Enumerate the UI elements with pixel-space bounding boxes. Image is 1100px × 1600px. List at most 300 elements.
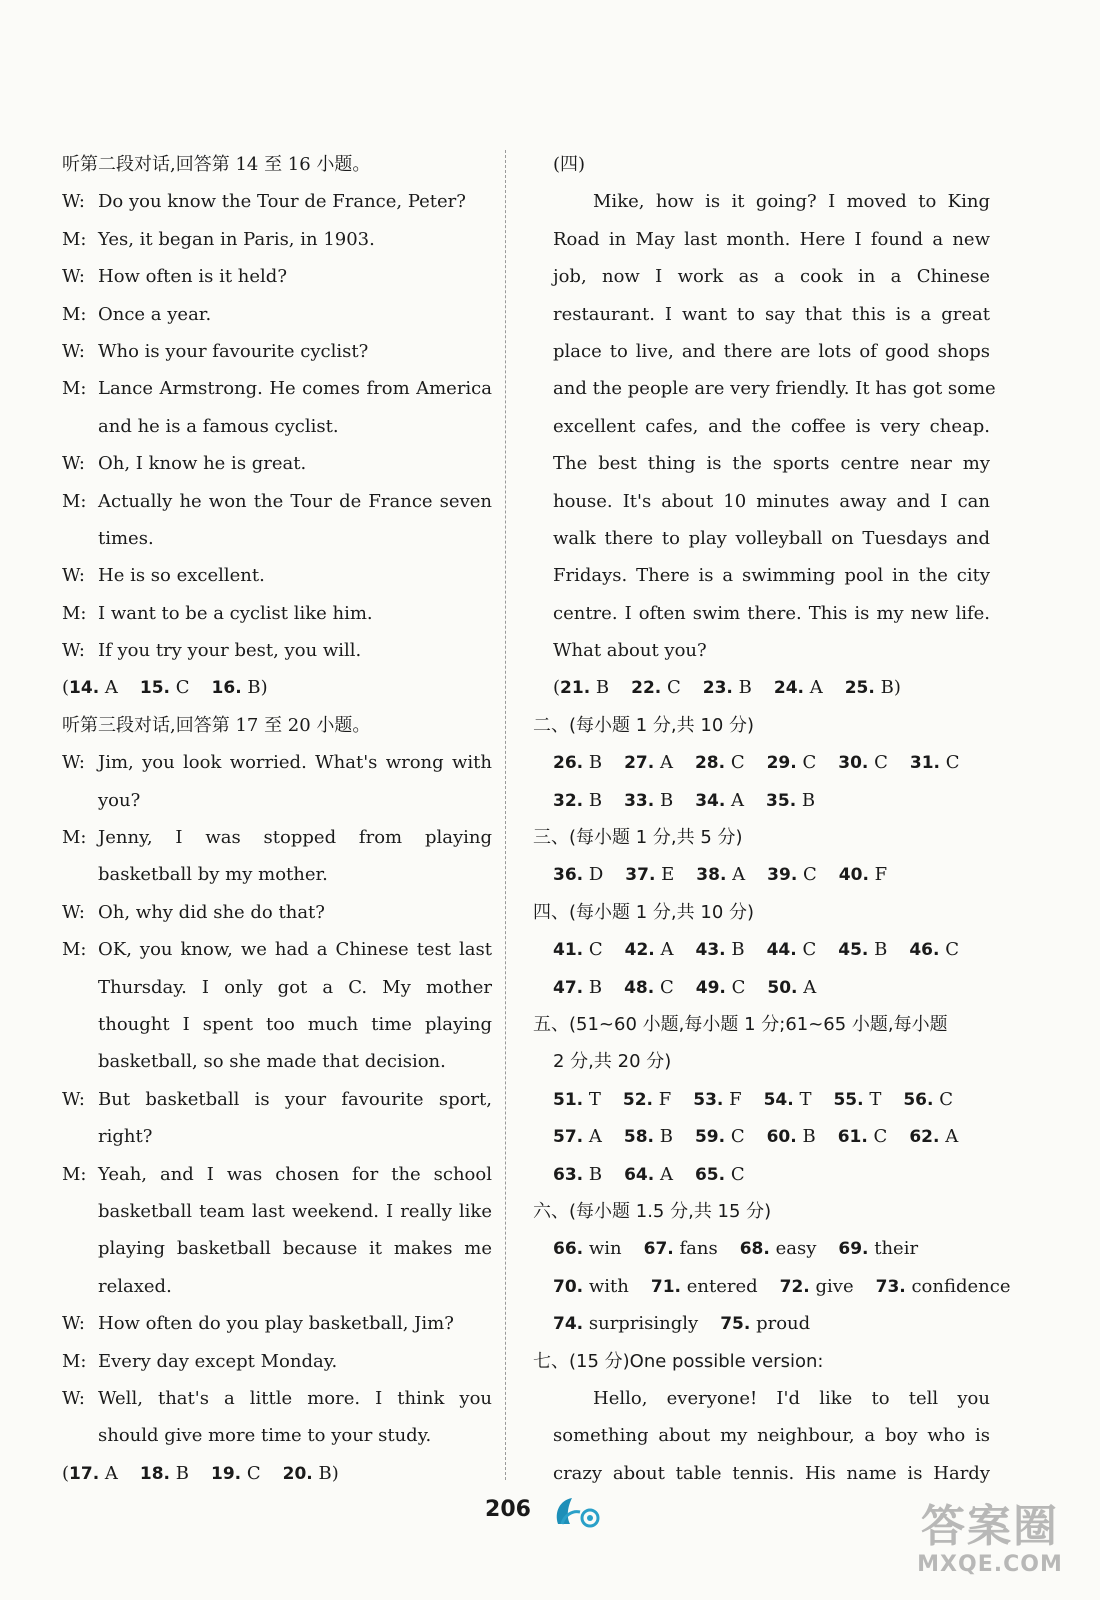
answer-value: T [869,1088,882,1110]
answer-item [283,1455,332,1493]
dialog-text: Lance Armstrong. He comes from America [98,378,492,400]
answer-item [553,1230,622,1268]
answer-value: easy [775,1238,817,1260]
dialog-text: Do you know the Tour de France, Peter? [98,191,466,213]
answer-line [533,1305,990,1342]
dialog-text: He is so excellent. [98,565,265,587]
passage-line: job, now I work as a cook in a Chinese [553,266,990,288]
answer-item [623,1081,671,1119]
dialog-continuation: basketball team last weekend. I really like [98,1200,492,1222]
answer-item [909,931,959,969]
answer-value: B [588,976,603,998]
answer-value: C [730,1126,745,1148]
answer-number: 23. [702,678,733,699]
dialog-text: Yes, it began in Paris, in 1903. [98,228,375,250]
answer-number: 31. [909,753,940,774]
answer-number: 74. [553,1314,584,1335]
dialog-continuation: right? [98,1126,153,1148]
answer-value: C [588,939,603,961]
speaker-label: M: [62,1350,87,1372]
answer-value: B [801,789,816,811]
answer-value: win [588,1238,622,1260]
answer-value: A [588,1126,602,1148]
passage-line: excellent cafes, and the coffee is very cheap. [553,415,990,437]
answer-item [838,1230,918,1268]
answer-number: 34. [695,790,726,811]
dialog-line [62,1156,492,1193]
answer-value: A [660,939,674,961]
answer-value: C [246,1462,261,1484]
dialog-text: Oh, I know he is great. [98,453,307,475]
dialog-text: Jenny, I was stopped from playing [98,827,492,849]
answer-number: 66. [553,1239,584,1260]
speaker-label: W: [62,1387,86,1409]
answer-number: 69. [838,1239,869,1260]
answer-line [533,1118,990,1155]
answer-number: 32. [553,790,584,811]
answer-item [876,1268,1011,1306]
answer-value: A [803,976,817,998]
speaker-label: M: [62,1163,87,1185]
section-title: 四、(每小题 1 分,共 10 分) [533,901,755,923]
answer-item [767,931,817,969]
dialog-line [62,1305,492,1342]
speaker-label: W: [62,191,86,213]
answer-number: 75. [720,1314,751,1335]
answer-item [651,1268,758,1306]
dialog-continuation: Thursday. I only got a C. My mother [98,976,492,998]
answer-item [140,1455,189,1493]
passage-line: house. It's about 10 minutes away and I can [553,490,990,512]
answer-paren-open: ( [62,1462,70,1484]
answer-value: B [588,752,603,774]
answer-item [624,1118,673,1156]
dialog-line [62,595,492,632]
answer-value: B [659,789,674,811]
answer-value: confidence [911,1275,1011,1297]
answer-paren-open: ( [553,677,561,699]
answer-item [553,931,603,969]
answer-number: 68. [739,1239,770,1260]
answer-item [767,1118,816,1156]
answer-number: 71. [650,1276,681,1297]
dialog-text: Once a year. [98,303,212,325]
answer-item [695,1156,745,1194]
answer-line [533,1081,990,1118]
dialog-line [62,1343,492,1380]
answer-item [212,669,261,707]
speaker-label: W: [62,266,86,288]
answer-number: 60. [766,1127,797,1148]
dialog-line [62,931,492,968]
answer-value: E [661,864,675,886]
answer-value: B [588,789,603,811]
section-heading: (四) [553,154,586,175]
answer-number: 16. [211,678,242,699]
answer-number: 20. [282,1463,313,1484]
answer-item [696,969,746,1007]
dialog-text: Every day except Monday. [98,1350,338,1372]
answer-item [553,744,602,782]
answer-value: B [318,1462,332,1484]
answer-number: 73. [875,1276,906,1297]
dialog-line [62,819,492,856]
answer-value: C [939,1088,953,1110]
dialog-text: Actually he won the Tour de France seven [98,490,492,512]
speaker-label: M: [62,378,87,400]
answer-item [140,669,190,707]
answer-value: with [588,1275,629,1297]
section-title: 三、(每小题 1 分,共 5 分) [533,827,743,849]
answer-item [553,1156,602,1194]
speaker-label: M: [62,303,87,325]
answer-number: 44. [766,940,797,961]
watermark-url: MXQE.COM [917,1552,1063,1577]
dialog-text: Well, that's a little more. I think you [98,1387,492,1409]
answer-value: C [873,1126,888,1148]
dialog-continuation: should give more time to your study. [98,1425,432,1447]
answer-value: D [588,864,604,886]
answer-number: 58. [623,1127,654,1148]
speaker-label: W: [62,565,86,587]
answer-number: 45. [838,940,869,961]
answer-number: 55. [833,1089,864,1110]
answer-line [533,1268,1011,1305]
answer-value: C [945,752,960,774]
answer-number: 72. [779,1276,810,1297]
answer-item [553,1118,602,1156]
answer-value: A [731,789,745,811]
answer-value: C [802,939,817,961]
answer-number: 41. [553,940,584,961]
answer-item [624,969,674,1007]
column-divider [505,150,506,1480]
answer-number: 50. [767,977,798,998]
answer-line [533,669,990,706]
answer-line [533,931,990,968]
dialog-line [62,183,492,220]
answer-item [767,969,816,1007]
answer-item [553,856,603,894]
passage-line: walk there to play volleyball on Tuesdays and [553,527,990,549]
answer-item [560,669,609,707]
essay-line: something about my neighbour, a boy who is [553,1425,990,1447]
essay-line: Hello, everyone! I'd like to tell you [593,1387,990,1409]
answer-value: C [666,677,681,699]
answer-value: A [104,1462,118,1484]
answer-paren-open: ( [62,677,70,699]
answer-paren-close: ) [331,1462,339,1484]
answer-line [62,1455,492,1492]
answer-item [720,1305,810,1343]
answer-number: 65. [694,1164,726,1185]
answer-item [696,856,745,894]
dialog-text: If you try your best, you will. [98,640,362,662]
answer-item [553,1305,698,1343]
answer-item [767,856,817,894]
answer-value: B [731,939,745,961]
answer-value: B [595,677,610,699]
answer-number: 46. [909,940,940,961]
answer-item [774,669,823,707]
answer-value: give [815,1275,854,1297]
speaker-label: W: [62,340,86,362]
answer-value: B [738,677,752,699]
dialog-line [62,445,492,482]
answer-item [766,782,815,820]
answer-item [553,1268,629,1306]
dialog-text: But basketball is your favourite sport, [98,1088,492,1110]
essay-line: crazy about table tennis. His name is Hardy [553,1462,990,1484]
answer-value: B [588,1163,603,1185]
answer-item [631,669,681,707]
answer-number: 19. [210,1463,242,1484]
dialog-line [62,483,492,520]
speaker-label: W: [62,901,86,923]
answer-number: 24. [773,678,804,699]
dialog-line [62,333,492,370]
passage-line: centre. I often swim there. This is my new life. [553,602,990,624]
answer-number: 33. [624,790,655,811]
dialog-continuation: thought I spent too much time playing [98,1013,492,1035]
answer-number: 42. [624,940,655,961]
answer-line [533,969,990,1006]
answer-number: 40. [838,865,869,886]
answer-item [624,1156,673,1194]
answer-value: A [732,864,746,886]
section-title: 二、(每小题 1 分,共 10 分) [533,714,755,736]
answer-number: 35. [766,790,797,811]
answer-line [533,1156,990,1193]
answer-value: C [730,1163,745,1185]
answer-value: C [802,752,817,774]
dialog-line [62,744,492,781]
answer-item [696,931,745,969]
answer-number: 56. [903,1089,934,1110]
answer-line [533,744,990,781]
answer-paren-close: ) [893,677,901,699]
watermark-title: 答案圈 [921,1501,1059,1552]
answer-value: T [799,1088,812,1110]
answer-value: C [175,677,190,699]
page-number: 206 [485,1497,531,1522]
answer-item [625,856,674,894]
dialog-text: I want to be a cyclist like him. [98,602,373,624]
answer-item [764,1081,812,1119]
answer-number: 62. [909,1127,940,1148]
answer-value: A [945,1126,959,1148]
answer-value: proud [756,1313,811,1335]
answer-value: their [874,1238,919,1260]
section-title-cont: 2 分,共 20 分) [553,1051,672,1073]
dialog-line [62,557,492,594]
passage-line: Mike, how is it going? I moved to King [593,191,990,213]
right-column [533,146,1011,1492]
answer-value: F [874,864,888,886]
dialog-continuation: basketball by my mother. [98,864,328,886]
answer-number: 38. [696,865,727,886]
passage-line: and the people are very friendly. It has got some [553,378,996,400]
answer-value: C [945,939,959,961]
passage-line: Fridays. There is a swimming pool in the city [553,565,990,587]
answer-value: surprisingly [588,1313,699,1335]
answer-value: T [588,1088,601,1110]
answer-item [839,856,887,894]
answer-item [695,1118,745,1156]
answer-number: 29. [766,753,797,774]
answer-value: fans [679,1238,718,1260]
passage-line: place to live, and there are lots of good shops [553,340,990,362]
answer-number: 18. [139,1463,171,1484]
answer-number: 27. [624,753,655,774]
answer-number: 26. [553,753,584,774]
passage-line: restaurant. I want to say that this is a great [553,303,990,325]
speaker-label: M: [62,228,87,250]
left-column [62,146,492,1492]
answer-number: 22. [631,678,662,699]
answer-line [533,1230,990,1267]
answer-number: 14. [69,678,100,699]
dialog-continuation: playing basketball because it makes me [98,1238,492,1260]
dialog-line [62,1081,492,1118]
dialog-line [62,296,492,333]
answer-item [695,782,744,820]
answer-item [553,782,602,820]
speaker-label: M: [62,602,87,624]
answer-value: A [104,677,118,699]
answer-item [780,1268,854,1306]
dialog-continuation: times. [98,527,154,549]
dialog-continuation: relaxed. [98,1275,172,1297]
answer-number: 48. [624,977,655,998]
watermark [898,1502,1082,1588]
answer-item [838,931,887,969]
section-title: 六、(每小题 1.5 分,共 15 分) [533,1200,772,1222]
speaker-label: W: [62,1088,86,1110]
dialog-continuation: and he is a famous cyclist. [98,415,339,437]
answer-number: 30. [838,753,869,774]
speaker-label: M: [62,490,87,512]
dialog-line [62,258,492,295]
answer-item [767,744,817,782]
section-title: 五、(51~60 小题,每小题 1 分;61~65 小题,每小题 [533,1013,948,1035]
answer-item [211,1455,261,1493]
answer-item [625,931,674,969]
answer-item [553,969,602,1007]
speaker-label: M: [62,827,87,849]
answer-number: 61. [837,1127,868,1148]
answer-item [909,1118,958,1156]
answer-value: C [659,976,674,998]
speaker-label: W: [62,752,86,774]
answer-value: C [803,864,817,886]
dialog-line [62,221,492,258]
answer-number: 36. [553,865,584,886]
answer-value: B [247,677,261,699]
answer-number: 15. [139,678,171,699]
answer-item [740,1230,817,1268]
dialog-text: Jim, you look worried. What's wrong with [98,752,492,774]
speaker-label: W: [62,453,86,475]
answer-number: 63. [553,1164,584,1185]
answer-number: 39. [767,865,798,886]
answer-number: 59. [694,1127,726,1148]
answer-value: C [730,752,745,774]
dialog-text: Who is your favourite cyclist? [98,340,369,362]
answer-item [833,1081,881,1119]
answer-item [553,1081,601,1119]
answer-number: 43. [695,940,726,961]
answer-number: 28. [694,753,726,774]
speaker-label: W: [62,1313,86,1335]
answer-number: 25. [844,678,875,699]
answer-number: 49. [695,977,726,998]
answer-item [903,1081,953,1119]
dialog-line [62,894,492,931]
answer-value: B [874,939,888,961]
answer-value: C [731,976,746,998]
answer-item [695,744,745,782]
answer-item [69,669,118,707]
answer-value: A [659,1163,673,1185]
answer-item [69,1455,118,1493]
answer-item [644,1230,718,1268]
answer-item [910,744,960,782]
answer-value: A [809,677,823,699]
answer-line [533,856,990,893]
answer-item [703,669,752,707]
answer-item [624,744,673,782]
leaf-swirl-icon [552,1494,604,1534]
dialog-line [62,1380,492,1417]
dialog-text: Oh, why did she do that? [98,901,325,923]
dialog-continuation: basketball, so she made that decision. [98,1051,446,1073]
speaker-label: M: [62,939,87,961]
dialog-line [62,370,492,407]
answer-value: F [729,1088,742,1110]
answer-value: B [175,1462,189,1484]
answer-number: 47. [553,977,584,998]
answer-number: 37. [625,865,656,886]
answer-number: 67. [643,1239,674,1260]
answer-number: 54. [763,1089,794,1110]
dialog-text: How often do you play basketball, Jim? [98,1313,454,1335]
section-heading: 听第三段对话,回答第 17 至 20 小题。 [62,714,371,736]
answer-number: 53. [693,1089,724,1110]
answer-number: 64. [624,1164,655,1185]
dialog-text: Yeah, and I was chosen for the school [98,1163,492,1185]
dialog-line [62,632,492,669]
answer-item [624,782,673,820]
answer-item [693,1081,741,1119]
passage-line: What about you? [553,640,707,662]
answer-value: B [880,677,894,699]
answer-item [838,1118,888,1156]
answer-number: 70. [553,1276,584,1297]
answer-value: C [874,752,888,774]
answer-line [62,669,492,706]
dialog-text: How often is it held? [98,266,287,288]
answer-number: 21. [560,678,591,699]
passage-line: Road in May last month. Here I found a new [553,228,990,250]
speaker-label: W: [62,640,86,662]
passage-line: The best thing is the sports centre near my [553,453,990,475]
answer-value: B [802,1126,816,1148]
dialog-continuation: you? [98,789,141,811]
section-title: 七、(15 分)One possible version: [533,1350,824,1372]
answer-item [845,669,894,707]
answer-value: F [658,1088,672,1110]
